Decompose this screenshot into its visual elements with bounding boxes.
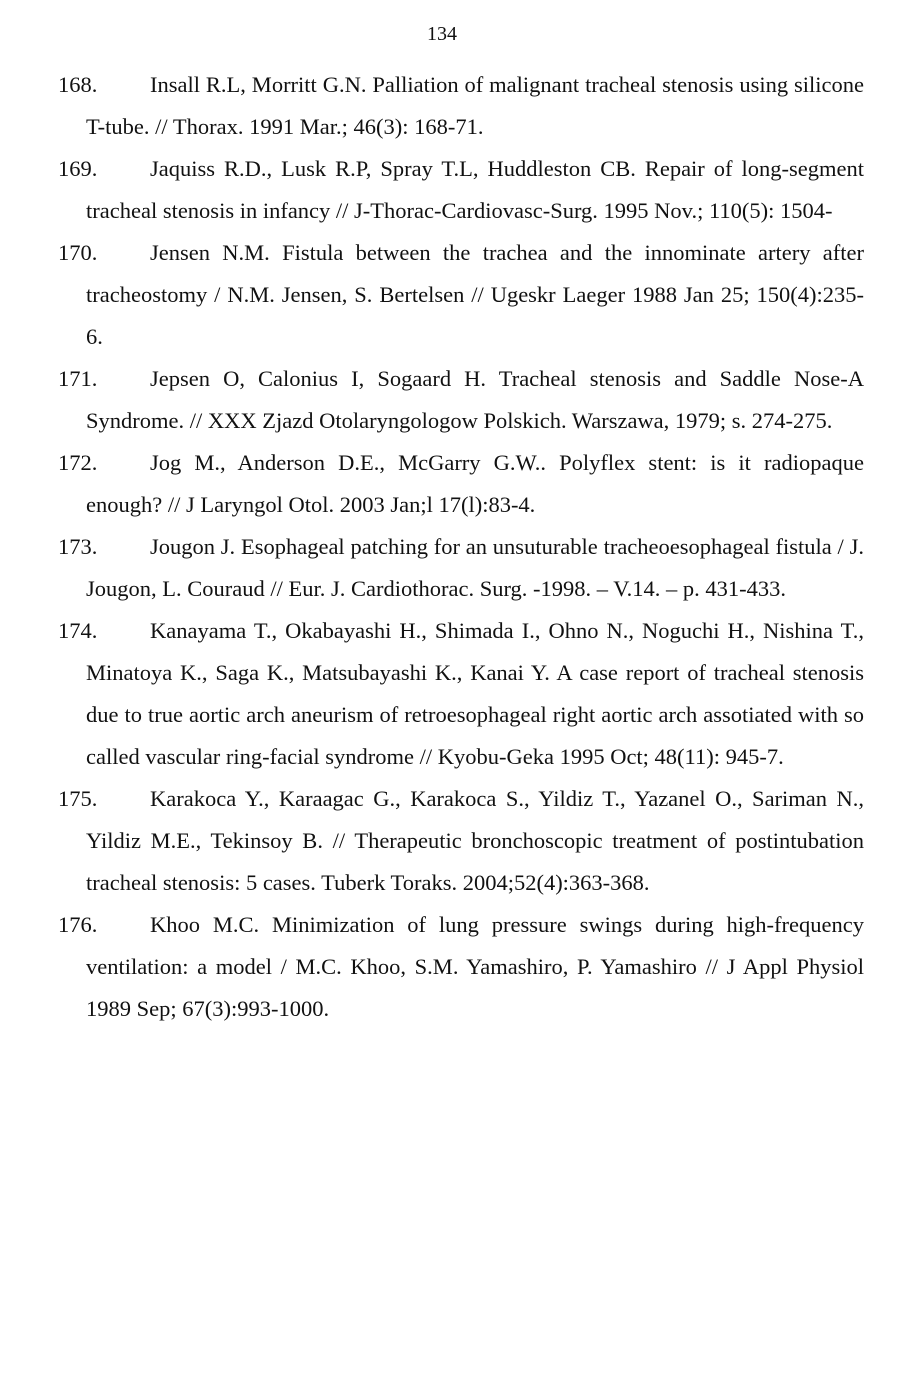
reference-text: Kanayama T., Okabayashi H., Shimada I., Ohno N., Noguchi H., Nishina T., Minatoya K., Saga K., Matsubayashi K., Kanai Y. A case report of tracheal stenosis due to true aortic arch aneurism of retroesophageal right aortic arch assotiated with so called vascular ring-facial syndrome // Kyobu-Geka 1995 Oct; 48(11): 945-7. — [86, 618, 864, 769]
reference-item — [58, 148, 864, 232]
reference-text: Jog M., Anderson D.E., McGarry G.W.. Polyflex stent: is it radiopaque enough? // J Laryngol Otol. 2003 Jan;l 17(l):83-4. — [86, 450, 864, 517]
reference-item — [58, 904, 864, 1030]
reference-item — [58, 232, 864, 358]
reference-number: 173. — [58, 534, 98, 559]
reference-number: 168. — [58, 72, 98, 97]
reference-text: Insall R.L, Morritt G.N. Palliation of malignant tracheal stenosis using silicone T-tube. // Thorax. 1991 Mar.; 46(3): 168-71. — [86, 72, 864, 139]
reference-number: 176. — [58, 912, 98, 937]
reference-number: 171. — [58, 366, 98, 391]
reference-item — [58, 778, 864, 904]
page-number: 134 — [427, 23, 457, 45]
reference-number: 175. — [58, 786, 98, 811]
reference-list — [58, 64, 864, 1030]
reference-number: 172. — [58, 450, 98, 475]
reference-item — [58, 64, 864, 148]
reference-item — [58, 358, 864, 442]
reference-number: 169. — [58, 156, 98, 181]
reference-text: Jougon J. Esophageal patching for an unsuturable tracheoesophageal fistula / J. Jougon, L. Couraud // Eur. J. Cardiothorac. Surg. -1998. – V.14. – p. 431-433. — [86, 534, 864, 601]
reference-item — [58, 526, 864, 610]
reference-text: Karakoca Y., Karaagac G., Karakoca S., Yildiz T., Yazanel O., Sariman N., Yildiz M.E., Tekinsoy B. // Therapeutic bronchoscopic treatment of postintubation tracheal stenosis: 5 cases. Tuberk Toraks. 2004;52(4):363-368. — [86, 786, 864, 895]
reference-item — [58, 442, 864, 526]
reference-item — [58, 610, 864, 778]
reference-number: 174. — [58, 618, 98, 643]
reference-text: Jensen N.M. Fistula between the trachea and the innominate artery after tracheostomy / N.M. Jensen, S. Bertelsen // Ugeskr Laeger 1988 Jan 25; 150(4):235-6. — [86, 240, 864, 349]
reference-text: Jepsen O, Calonius I, Sogaard H. Tracheal stenosis and Saddle Nose-A Syndrome. // XXX Zjazd Otolaryngologow Polskich. Warszawa, 1979; s. 274-275. — [86, 366, 864, 433]
reference-text: Jaquiss R.D., Lusk R.P, Spray T.L, Huddleston CB. Repair of long-segment tracheal stenosis in infancy // J-Thorac-Cardiovasc-Surg. 1995 Nov.; 110(5): 1504- — [86, 156, 864, 223]
reference-text: Khoo M.C. Minimization of lung pressure swings during high-frequency ventilation: a model / M.C. Khoo, S.M. Yamashiro, P. Yamashiro // J Appl Physiol 1989 Sep; 67(3):993-1000. — [86, 912, 864, 1021]
reference-number: 170. — [58, 240, 98, 265]
